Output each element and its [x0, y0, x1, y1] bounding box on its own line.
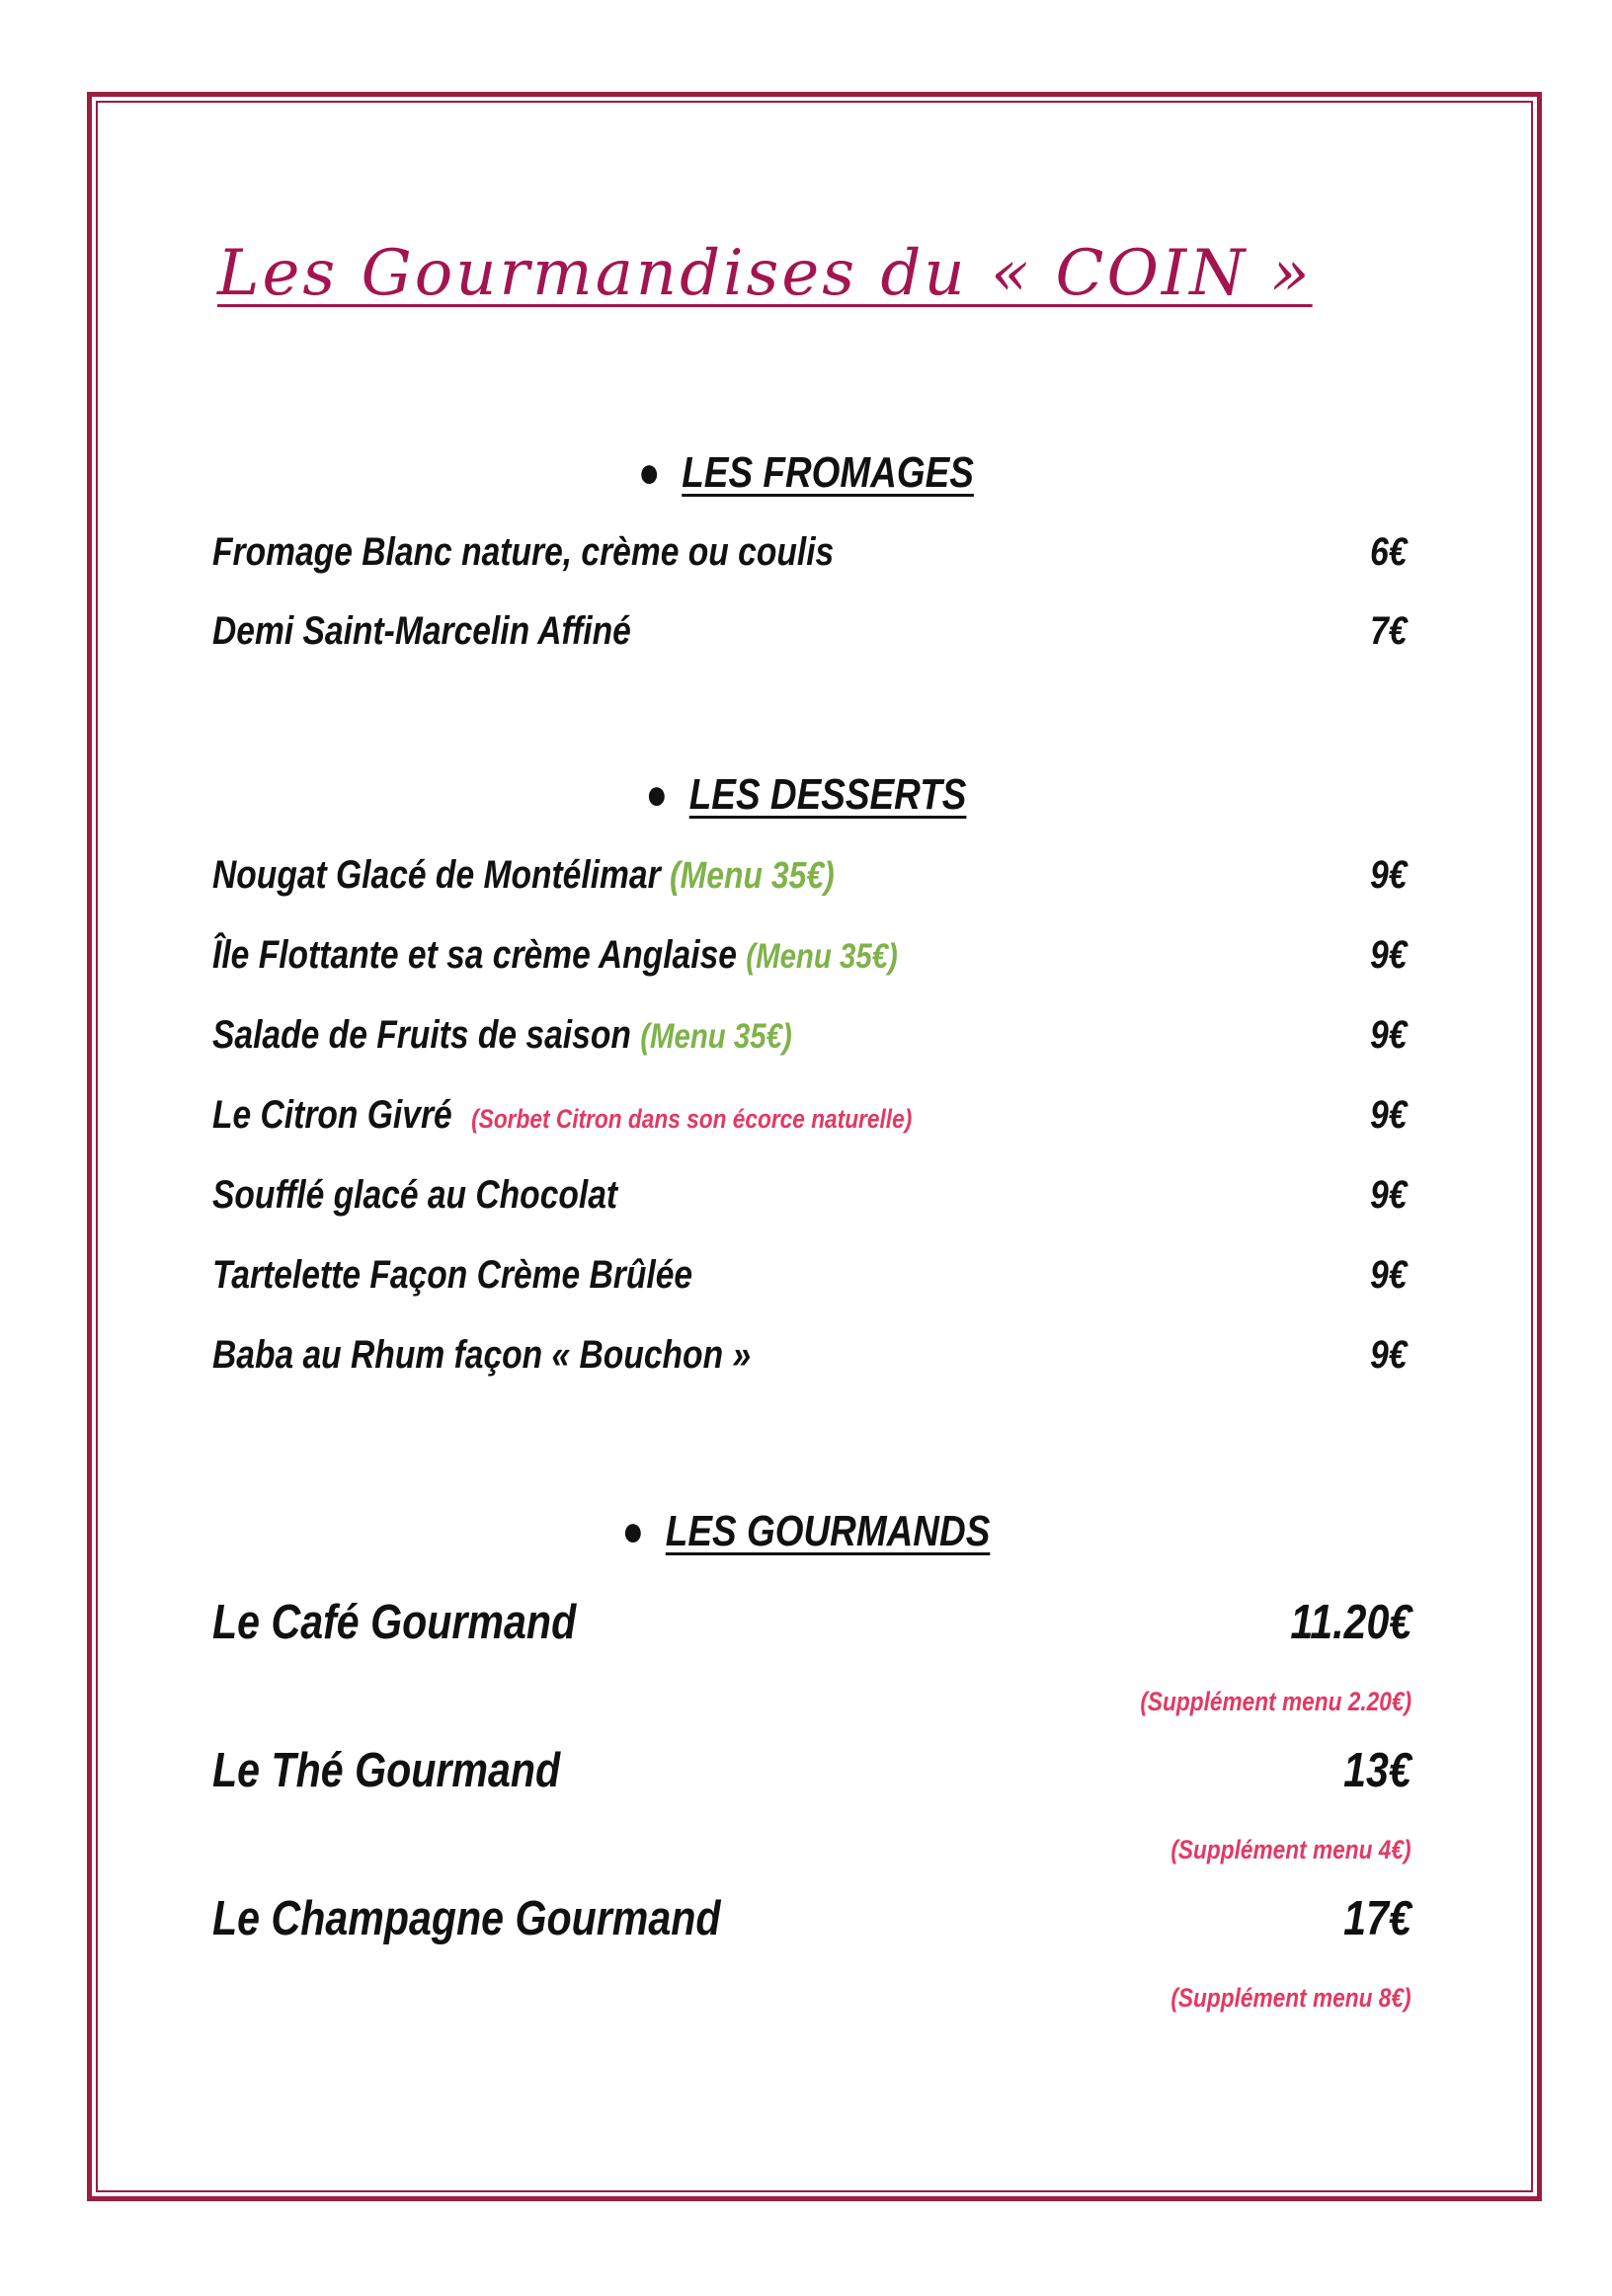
menu-item: Baba au Rhum façon « Bouchon »	[212, 1333, 752, 1377]
menu-item: Le Champagne Gourmand	[212, 1892, 721, 1945]
menu-item-price: 6€	[1369, 530, 1407, 574]
menu-item-price: 9€	[1369, 1093, 1407, 1137]
section-heading-label: LES FROMAGES	[682, 448, 974, 497]
menu-item-name: Nougat Glacé de Montélimar	[212, 853, 661, 897]
menu-item: Tartelette Façon Crème Brûlée	[212, 1253, 693, 1297]
menu-item-name: Salade de Fruits de saison	[212, 1013, 631, 1057]
menu-item-price: 13€	[1343, 1744, 1411, 1797]
menu-item	[212, 1013, 792, 1058]
menu-item	[212, 933, 898, 978]
menu-title: Les Gourmandises du « COIN »	[217, 237, 1313, 310]
menu-item-price: 9€	[1369, 1333, 1407, 1377]
section-heading-fromages	[129, 448, 1484, 498]
menu-item-note: (Sorbet Citron dans son écorce naturelle)	[471, 1104, 913, 1134]
menu-item: Soufflé glacé au Chocolat	[212, 1173, 618, 1217]
menu-item: Fromage Blanc nature, crème ou coulis	[212, 530, 835, 574]
menu-item	[212, 853, 835, 898]
section-heading-label: LES DESSERTS	[688, 770, 967, 819]
menu-item-note: (Menu 35€)	[640, 1017, 792, 1056]
menu-item-price: 9€	[1369, 1013, 1407, 1057]
menu-item-price: 7€	[1369, 609, 1407, 653]
menu-item-supplement: (Supplément menu 8€)	[1170, 1983, 1411, 2013]
section-heading-label: LES GOURMANDS	[665, 1507, 991, 1555]
menu-item-name: Île Flottante et sa crème Anglaise	[212, 933, 737, 977]
section-heading-gourmands	[129, 1507, 1484, 1556]
menu-item-supplement: (Supplément menu 2.20€)	[1140, 1687, 1411, 1716]
menu-item-price: 9€	[1369, 853, 1407, 897]
menu-item-supplement: (Supplément menu 4€)	[1170, 1835, 1411, 1864]
menu-item-price: 11.20€	[1290, 1596, 1411, 1649]
bullet-dot-icon: ●	[621, 1507, 644, 1555]
menu-item	[212, 1093, 912, 1138]
menu-item-price: 9€	[1369, 1253, 1407, 1297]
menu-item: Le Café Gourmand	[212, 1596, 577, 1649]
menu-item-price: 9€	[1369, 1173, 1407, 1217]
menu-item: Le Thé Gourmand	[212, 1744, 561, 1797]
bullet-dot-icon: ●	[645, 770, 668, 819]
menu-item: Demi Saint-Marcelin Affiné	[212, 609, 631, 653]
section-heading-desserts	[129, 770, 1484, 820]
menu-item-note: (Menu 35€)	[746, 937, 898, 976]
menu-item-price: 9€	[1369, 933, 1407, 977]
menu-item-note: (Menu 35€)	[670, 855, 835, 897]
bullet-dot-icon: ●	[638, 448, 661, 497]
menu-item-name: Le Citron Givré	[212, 1093, 452, 1137]
menu-item-price: 17€	[1343, 1892, 1411, 1945]
page-border-inner	[96, 101, 1533, 2192]
